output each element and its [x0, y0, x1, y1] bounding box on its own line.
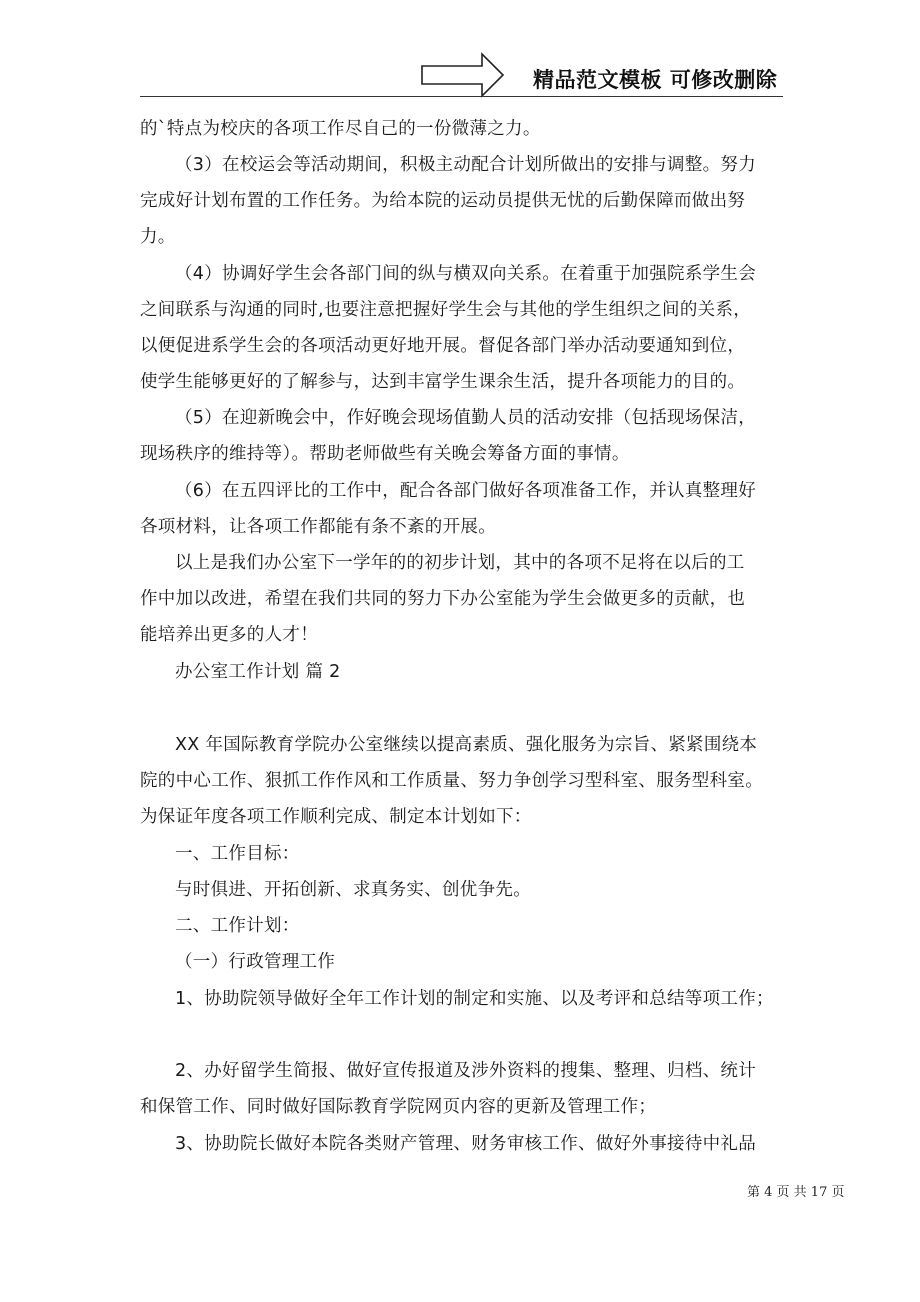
text-line: 二、工作计划：: [175, 916, 300, 936]
text-line: 之间联系与沟通的同时,也要注意把握好学生会与其他的学生组织之间的关系，: [140, 300, 752, 320]
text-line: （3）在校运会等活动期间，积极主动配合计划所做出的安排与调整。努力: [175, 155, 757, 175]
text-line: （一）行政管理工作: [175, 952, 336, 972]
text-line: 与时俱进、开拓创新、求真务实、创优争先。: [175, 880, 531, 900]
text-line: 的`特点为校庆的各项工作尽自己的一份微薄之力。: [140, 119, 541, 139]
text-line: 完成好计划布置的工作任务。为给本院的运动员提供无忧的后勤保障而做出努: [140, 191, 746, 211]
text-line: （6）在五四评比的工作中，配合各部门做好各项准备工作，并认真整理好: [175, 481, 757, 501]
header-divider: [140, 96, 783, 97]
text-line: 力。: [140, 227, 176, 247]
text-line: 能培养出更多的人才！: [140, 625, 318, 645]
text-line: 作中加以改进，希望在我们共同的努力下办公室能为学生会做更多的贡献，也: [140, 589, 746, 609]
text-line: 和保管工作、同时做好国际教育学院网页内容的更新及管理工作；: [140, 1097, 657, 1117]
text-line: （4）协调好学生会各部门间的纵与横双向关系。在着重于加强院系学生会: [175, 264, 757, 284]
text-line: 现场秩序的维持等）。帮助老师做些有关晚会筹备方面的事情。: [140, 444, 630, 464]
text-line: 院的中心工作、狠抓工作作风和工作质量、努力争创学习型科室、服务型科室。: [140, 771, 763, 791]
arrow-icon: [421, 52, 505, 98]
text-line: 1、协助院领导做好全年工作计划的制定和实施、以及考评和总结等项工作；: [175, 989, 774, 1009]
header-title: 精品范文模板 可修改删除: [533, 68, 778, 92]
text-line: 以便促进系学生会的各项活动更好地开展。督促各部门举办活动要通知到位，: [140, 336, 746, 356]
text-line: 一、工作目标：: [175, 844, 300, 864]
text-line: 为保证年度各项工作顺利完成、制定本计划如下：: [140, 807, 532, 827]
text-line: 3、协助院长做好本院各类财产管理、财务审核工作、做好外事接待中礼品: [175, 1134, 757, 1154]
text-line: XX 年国际教育学院办公室继续以提高素质、强化服务为宗旨、紧紧围绕本: [175, 735, 758, 755]
text-line: 使学生能够更好的了解参与，达到丰富学生课余生活，提升各项能力的目的。: [140, 372, 746, 392]
text-line: （5）在迎新晚会中，作好晚会现场值勤人员的活动安排（包括现场保洁，: [175, 408, 757, 428]
section-heading: 办公室工作计划 篇 2: [175, 662, 341, 682]
text-line: 以上是我们办公室下一学年的的初步计划，其中的各项不足将在以后的工: [175, 553, 745, 573]
text-line: 各项材料，让各项工作都能有条不紊的开展。: [140, 517, 496, 537]
page-number: 第 4 页 共 17 页: [747, 1185, 845, 1200]
text-line: 2、办好留学生简报、做好宣传报道及涉外资料的搜集、整理、归档、统计: [175, 1061, 757, 1081]
